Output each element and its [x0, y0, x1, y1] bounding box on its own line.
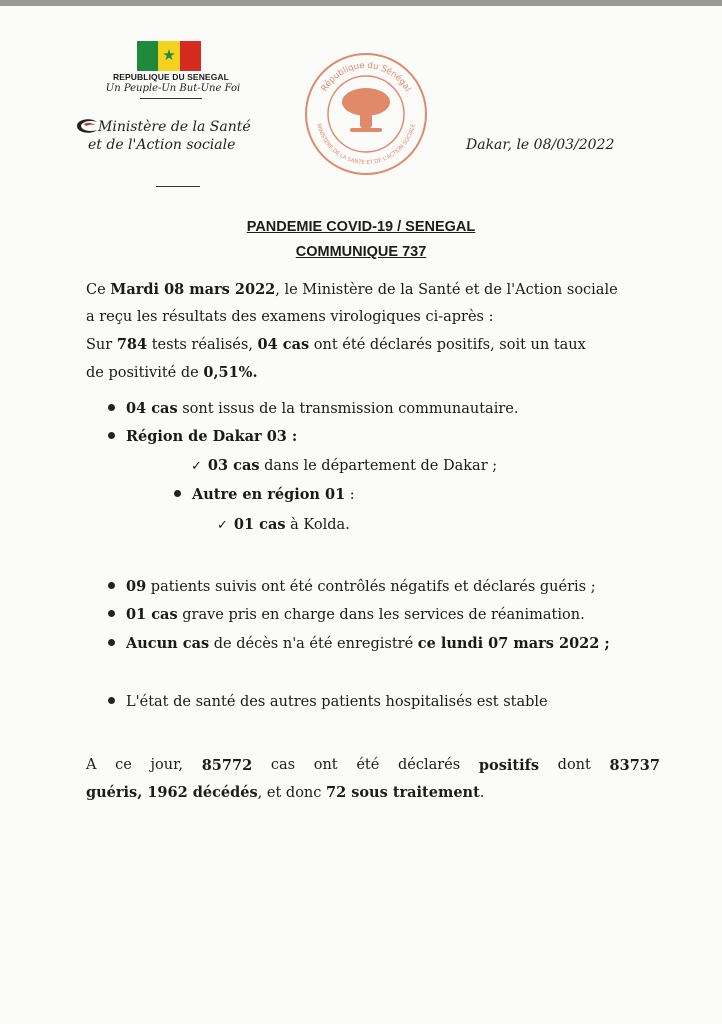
list-item: Autre en région 01 :	[174, 486, 355, 503]
ministry-line2: et de l'Action sociale	[88, 137, 236, 153]
list-item: Région de Dakar 03 :	[108, 428, 297, 445]
ministry-name	[88, 118, 251, 154]
bullet-icon	[108, 432, 115, 439]
flag-band-red	[180, 41, 201, 71]
list-item: 04 cas sont issus de la transmission communautaire.	[108, 400, 518, 417]
list-item: ✓ 03 cas dans le département de Dakar ;	[191, 457, 498, 474]
star-icon: ★	[162, 47, 176, 65]
checkmark-icon: ✓	[191, 459, 202, 474]
list-item: L'état de santé des autres patients hospitalisés est stable	[108, 694, 548, 710]
national-motto: Un Peuple-Un But-Une Foi	[105, 83, 241, 94]
official-seal-icon	[302, 50, 430, 178]
ministry-line1: Ministère de la Santé	[98, 119, 251, 135]
intro-line-2: a reçu les résultats des examens virologiques ci-après :	[86, 309, 494, 325]
document-title: PANDEMIE COVID-19 / SENEGAL	[246, 219, 476, 235]
document-date: Dakar, le 08/03/2022	[466, 137, 615, 153]
seal-text-bottom: MINISTERE DE LA SANTE ET DE L'ACTION SOCIALE	[315, 123, 417, 167]
list-item: 01 cas grave pris en charge dans les services de réanimation.	[108, 606, 585, 623]
summary-paragraph	[86, 752, 660, 807]
intro-line-1: Ce Mardi 08 mars 2022, le Ministère de la Santé et de l'Action sociale	[86, 281, 618, 298]
intro-paragraph	[86, 276, 646, 387]
communique-number: COMMUNIQUE 737	[295, 244, 427, 260]
summary-line-1: A ce jour, 85772 cas ont été déclarés positifs dont 83737	[86, 757, 660, 774]
list-item: 09 patients suivis ont été contrôlés négatifs et déclarés guéris ;	[108, 578, 596, 595]
bullet-icon	[108, 697, 115, 704]
bullet-icon	[108, 610, 115, 617]
bullet-icon	[174, 490, 181, 497]
list-item: Aucun cas de décès n'a été enregistré ce lundi 07 mars 2022 ;	[108, 635, 610, 652]
bullet-icon	[108, 404, 115, 411]
divider	[140, 98, 202, 99]
summary-line-2: guéris, 1962 décédés, et donc 72 sous traitement.	[86, 784, 485, 801]
seal-text-top: République du Sénégal	[319, 60, 413, 94]
intro-line-3: Sur 784 tests réalisés, 04 cas ont été déclarés positifs, soit un taux	[86, 336, 586, 353]
list-item: ✓ 01 cas à Kolda.	[217, 516, 350, 533]
checkmark-icon: ✓	[217, 518, 228, 533]
intro-line-4: de positivité de 0,51%.	[86, 364, 258, 381]
senegal-flag-icon	[137, 41, 201, 71]
bullet-icon	[108, 639, 115, 646]
flag-band-green	[137, 41, 158, 71]
ministry-logo-icon	[73, 115, 101, 137]
bullet-icon	[108, 582, 115, 589]
republic-label: REPUBLIQUE DU SENEGAL	[113, 72, 229, 82]
divider	[156, 186, 200, 187]
baobab-tree-icon	[342, 88, 390, 132]
